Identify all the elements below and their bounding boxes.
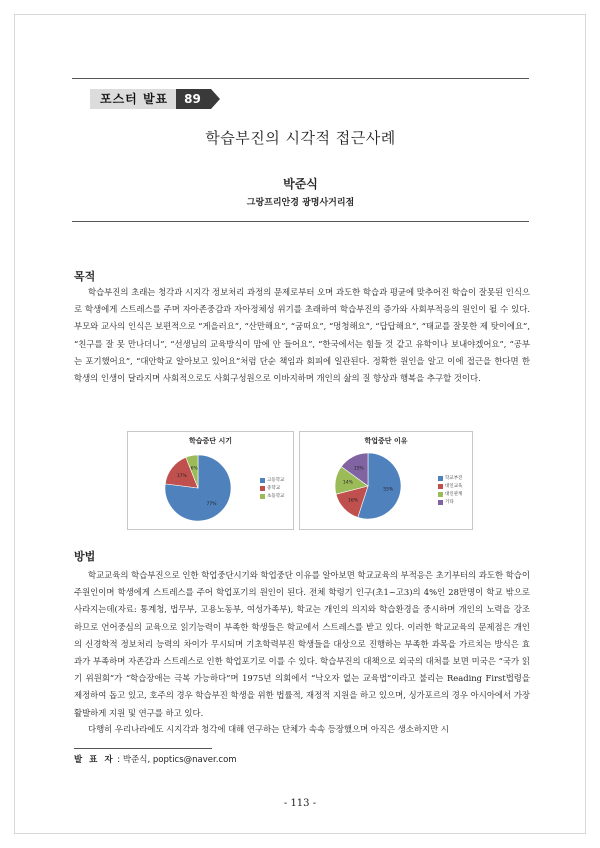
legend-label: 고등학교 xyxy=(267,478,285,483)
author-affiliation: 그랑프리안경 광명사거리점 xyxy=(246,198,355,208)
legend-label: 학교부진 xyxy=(445,476,463,481)
legend-swatch xyxy=(260,486,265,491)
legend-entry xyxy=(260,484,284,492)
legend-label: 중학교 xyxy=(267,486,281,491)
article-title: 학습부진의 시각적 접근사례 xyxy=(205,129,396,147)
badge-number: 89 xyxy=(176,89,211,109)
legend-entry xyxy=(260,476,284,484)
pie-data-label: 55% xyxy=(383,487,394,493)
pie-data-label: 77% xyxy=(206,501,217,507)
legend-label: 초등학교 xyxy=(267,494,285,499)
chart-dropout-reasons xyxy=(299,431,473,530)
legend-entry xyxy=(438,474,462,482)
footnote-label: 발 표 자 xyxy=(74,755,115,765)
chart-dropout-timing xyxy=(127,431,294,530)
purpose-paragraph: 학습부진의 초래는 청각과 시지각 정보처리 과정의 문제로부터 오며 과도한 학습과 평균에 맞추어진 학습이 잘못된 인식으로 학생에게 스트레스를 주며 자아존중감과 자아정체성 위기를 초래하여 학습부진의 증가와 사회부적응의 원인이 될 수 있다. 부모와 교사의 인식은 보편적으로 “게을러요”, “산만해요”, “굼떠요”, “멍청해요”, “답답해요”, “태교를 잘못한 제 탓이에요”, “친구를 잘 못 만나더니”, “선생님의 교육방식이 맘에 안 들어요”, “한국에서는 힘들 것 같고 유학이나 보내야겠어요”, “공부는 포기했어요”, “대안학교 알아보고 있어요”처럼 단순 책임과 회피에 일관된다. 정확한 원인을 알고 이에 접근을 한다면 한 학생의 인생이 달라지며 사회적으로도 사회구성원으로 이바지하며 개인의 삶의 질 향상과 행복을 추구할 것이다. xyxy=(74,287,530,384)
badge-label: 포스터 발표 xyxy=(90,89,176,109)
method-paragraph-1: 학교교육의 학습부진으로 인한 학업중단시기와 학업중단 이유를 알아보면 학교교육의 부적응은 초기부터의 과도한 학습이 주원인이며 학생에게 스트레스를 주어 학업포기의 원인이 된다. 전체 학령기 인구(초1~고3)의 4%인 28만명이 학교 밖으로 사라지는데(자료: 통계청, 법무부, 고용노동부, 여성가족부), 학교는 개인의 의지와 학습환경을 중시하며 개인의 노력을 강조하므로 언어중심의 교육으로 읽기능력이 부족한 학생들은 학교에서 스트레스를 받고 있다. 이러한 학교교육의 문제점은 개인의 신경학적 정보처리 능력의 차이가 무시되며 기초학력부진 학생들을 대상으로 진행하는 부족한 과목을 가르치는 방식은 효과가 부족하며 자존감과 스트레스로 인한 학업포기로 이를 수 있다. 학습부진의 대책으로 외국의 대처를 보면 미국은 “국가 읽기 위원회”가 “학습장애는 극복 가능하다”며 1975년 의회에서 “낙오자 없는 교육법”이라고 불리는 Reading First법령을 제정하여 돕고 있고, 호주의 경우 학습부진 학생을 위한 법률적, 재정적 지원을 하고 있으며, 싱가포르의 경우 아시아에서 가장 활발하게 지원 및 연구를 하고 있다. xyxy=(74,570,530,718)
author-name: 박준식 xyxy=(283,177,318,191)
section-heading-purpose: 목적 xyxy=(74,270,96,283)
article-header xyxy=(72,78,529,222)
legend-swatch xyxy=(438,500,443,505)
chart-legend xyxy=(260,476,284,500)
pie-data-label: 15% xyxy=(353,466,364,472)
legend-swatch xyxy=(438,484,443,489)
legend-swatch xyxy=(260,478,265,483)
legend-entry xyxy=(438,498,462,506)
legend-entry xyxy=(438,482,462,490)
chart-legend xyxy=(438,474,462,506)
chart-title: 학습중단 시기 xyxy=(188,437,232,445)
footnote-divider xyxy=(74,748,212,749)
legend-swatch xyxy=(438,492,443,497)
legend-label: 기타 xyxy=(445,500,454,505)
chart-title: 학업중단 이유 xyxy=(364,437,408,445)
method-paragraph-2: 다행히 우리나라에도 시지각과 청각에 대해 연구하는 단체가 속속 등장했으며 아직은 생소하지만 시 xyxy=(88,724,449,734)
pie-data-label: 6% xyxy=(190,466,198,472)
footnote-text: : 박준식, poptics@naver.com xyxy=(117,755,237,765)
pie-data-label: 16% xyxy=(348,498,359,504)
legend-swatch xyxy=(438,476,443,481)
pie-data-label: 14% xyxy=(342,480,353,486)
pie-data-label: 17% xyxy=(176,473,187,479)
legend-entry xyxy=(260,492,284,500)
legend-label: 대인교육 xyxy=(445,484,463,489)
legend-label: 대인관계 xyxy=(445,492,463,497)
footnote xyxy=(74,753,237,765)
section-heading-method: 방법 xyxy=(74,550,96,563)
page-number: - 113 - xyxy=(283,798,317,809)
legend-swatch xyxy=(260,494,265,499)
poster-badge xyxy=(90,89,211,109)
legend-entry xyxy=(438,490,462,498)
